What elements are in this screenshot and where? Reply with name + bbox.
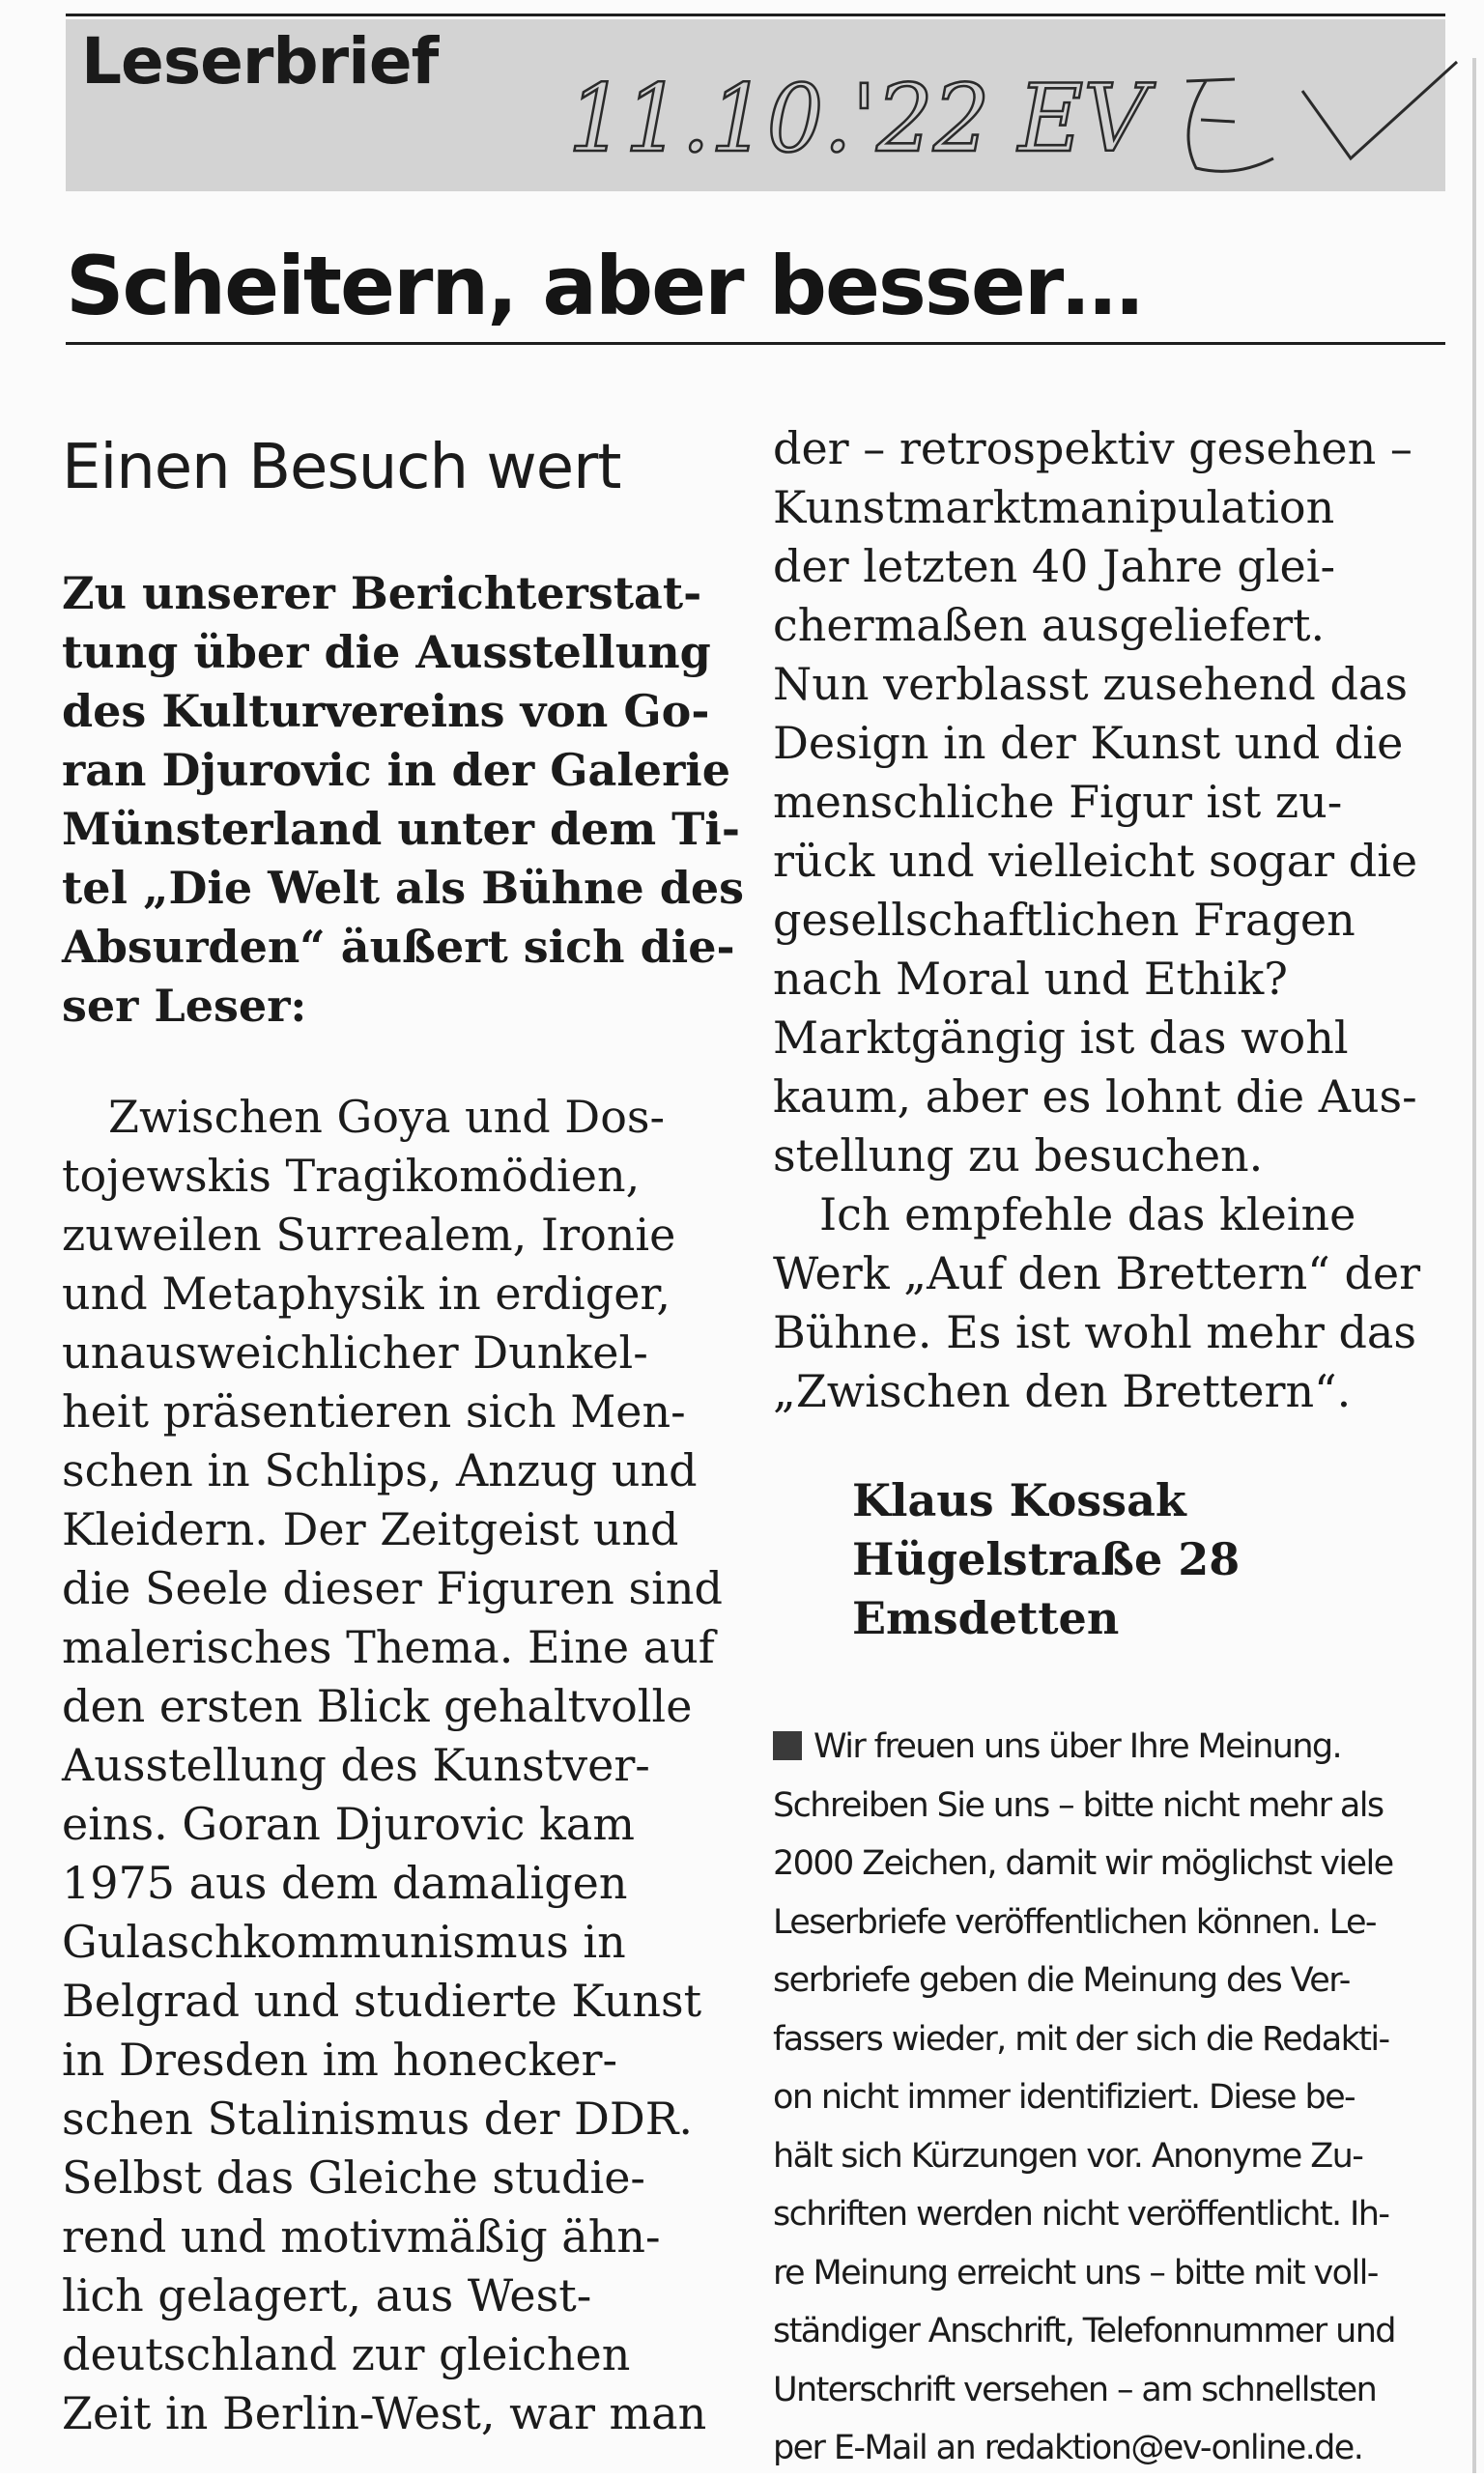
body-line: Gulaschkommunismus in: [62, 1916, 626, 1968]
subheadline: Einen Besuch wert: [62, 432, 621, 503]
notice-line: re Meinung erreicht uns – bitte mit voll-: [773, 2253, 1378, 2293]
intro-line: tel „Die Welt als Bühne des: [62, 862, 745, 914]
body-line: Ich empfehle das kleine: [819, 1188, 1356, 1240]
body-line: kaum, aber es lohnt die Aus-: [773, 1070, 1417, 1123]
headline-rule: [66, 342, 1445, 345]
author-signature: [773, 1471, 1461, 1648]
notice-line-text: Wir freuen uns über Ihre Meinung.: [813, 1727, 1342, 1766]
body-line: schen in Schlips, Anzug und: [62, 1444, 698, 1496]
body-line: zuweilen Surrealem, Ironie: [62, 1209, 676, 1261]
notice-line: [773, 1718, 1461, 1777]
body-line: in Dresden im honecker-: [62, 2034, 618, 2086]
notice-line: Leserbriefe veröffentlichen können. Le-: [773, 1902, 1376, 1942]
body-line: Zwischen Goya und Dos-: [108, 1091, 666, 1143]
body-line: Zeit in Berlin-West, war man: [62, 2387, 707, 2439]
notice-line: Unterschrift versehen – am schnellsten: [773, 2370, 1377, 2409]
body-line: heit präsentieren sich Men-: [62, 1385, 686, 1438]
body-line: Werk „Auf den Brettern“ der: [773, 1247, 1421, 1299]
intro-line: des Kulturvereins von Go-: [62, 685, 710, 737]
body-line: und Metaphysik in erdiger,: [62, 1267, 671, 1320]
intro-line: Zu unserer Berichterstat-: [62, 567, 702, 619]
body-line: tojewskis Tragikomödien,: [62, 1150, 641, 1202]
body-line: Ausstellung des Kunstver-: [62, 1739, 650, 1791]
notice-line: per E-Mail an redaktion@ev-online.de.: [773, 2429, 1363, 2467]
letter-body-right: [773, 419, 1461, 1421]
left-column: [62, 421, 745, 2443]
section-kicker: Leserbrief: [81, 24, 439, 99]
body-line: Selbst das Gleiche studie-: [62, 2151, 645, 2204]
body-line: malerisches Thema. Eine auf: [62, 1621, 715, 1673]
author-name: Klaus Kossak: [852, 1474, 1186, 1526]
square-bullet-icon: [773, 1731, 802, 1760]
body-line: Kleidern. Der Zeitgeist und: [62, 1503, 679, 1555]
notice-line: schriften werden nicht veröffentlicht. Ih-: [773, 2195, 1389, 2234]
author-street: Hügelstraße 28: [852, 1533, 1241, 1585]
notice-line: 2000 Zeichen, damit wir möglichst viele: [773, 1844, 1393, 1883]
right-column: [773, 421, 1461, 2478]
body-line: lich gelagert, aus West-: [62, 2269, 592, 2321]
handwritten-date-text: 11.10.'22 EV: [568, 65, 1156, 173]
author-city: Emsdetten: [852, 1592, 1120, 1644]
body-line: Nun verblasst zusehend das: [773, 658, 1408, 710]
headline: Scheitern, aber besser…: [66, 239, 1142, 333]
body-line: stellung zu besuchen.: [773, 1129, 1264, 1182]
intro-line: Absurden“ äußert sich die-: [62, 921, 735, 973]
body-line: den ersten Blick gehaltvolle: [62, 1680, 693, 1732]
body-line: Bühne. Es ist wohl mehr das: [773, 1306, 1416, 1358]
notice-line: hält sich Kürzungen vor. Anonyme Zu-: [773, 2136, 1363, 2176]
body-line: deutschland zur gleichen: [62, 2328, 631, 2380]
intro-line: ser Leser:: [62, 980, 307, 1032]
body-line: schen Stalinismus der DDR.: [62, 2093, 694, 2145]
editorial-notice: [773, 1718, 1461, 2478]
handwritten-date-note: [558, 43, 1484, 187]
intro-line: tung über die Ausstellung: [62, 626, 711, 678]
notice-line: on nicht immer identifiziert. Diese be-: [773, 2078, 1356, 2117]
body-line: „Zwischen den Brettern“.: [773, 1365, 1352, 1417]
notice-line: ständiger Anschrift, Telefonnummer und: [773, 2312, 1395, 2350]
body-line: rend und motivmäßig ähn-: [62, 2210, 661, 2263]
body-line: Belgrad und studierte Kunst: [62, 1975, 702, 2027]
body-line: chermaßen ausgeliefert.: [773, 599, 1326, 651]
handwritten-initials-stroke: [1186, 62, 1457, 171]
notice-line: Schreiben Sie uns – bitte nicht mehr als: [773, 1785, 1384, 1825]
body-line: unausweichlicher Dunkel-: [62, 1326, 648, 1379]
intro-line: ran Djurovic in der Galerie: [62, 744, 731, 796]
body-line: der – retrospektiv gesehen –: [773, 422, 1413, 474]
body-line: 1975 aus dem damaligen: [62, 1857, 628, 1909]
letter-body-left: [62, 1088, 738, 2443]
body-line: Kunstmarktmanipulation: [773, 481, 1335, 533]
body-line: gesellschaftlichen Fragen: [773, 894, 1356, 946]
body-line: nach Moral und Ethik?: [773, 953, 1288, 1005]
body-line: Marktgängig ist das wohl: [773, 1011, 1349, 1064]
notice-line: serbriefe geben die Meinung des Ver-: [773, 1961, 1350, 2000]
clipping-edge: [1472, 58, 1476, 2473]
body-line: der letzten 40 Jahre glei-: [773, 540, 1336, 592]
body-line: eins. Goran Djurovic kam: [62, 1798, 635, 1850]
intro-text: [62, 564, 745, 1036]
notice-line: fassers wieder, mit der sich die Redakti-: [773, 2019, 1389, 2059]
body-line: die Seele dieser Figuren sind: [62, 1562, 723, 1614]
intro-line: Münsterland unter dem Ti-: [62, 803, 740, 855]
top-rule: [66, 14, 1445, 16]
body-line: Design in der Kunst und die: [773, 717, 1404, 769]
body-line: rück und vielleicht sogar die: [773, 835, 1418, 887]
body-line: menschliche Figur ist zu-: [773, 776, 1343, 828]
